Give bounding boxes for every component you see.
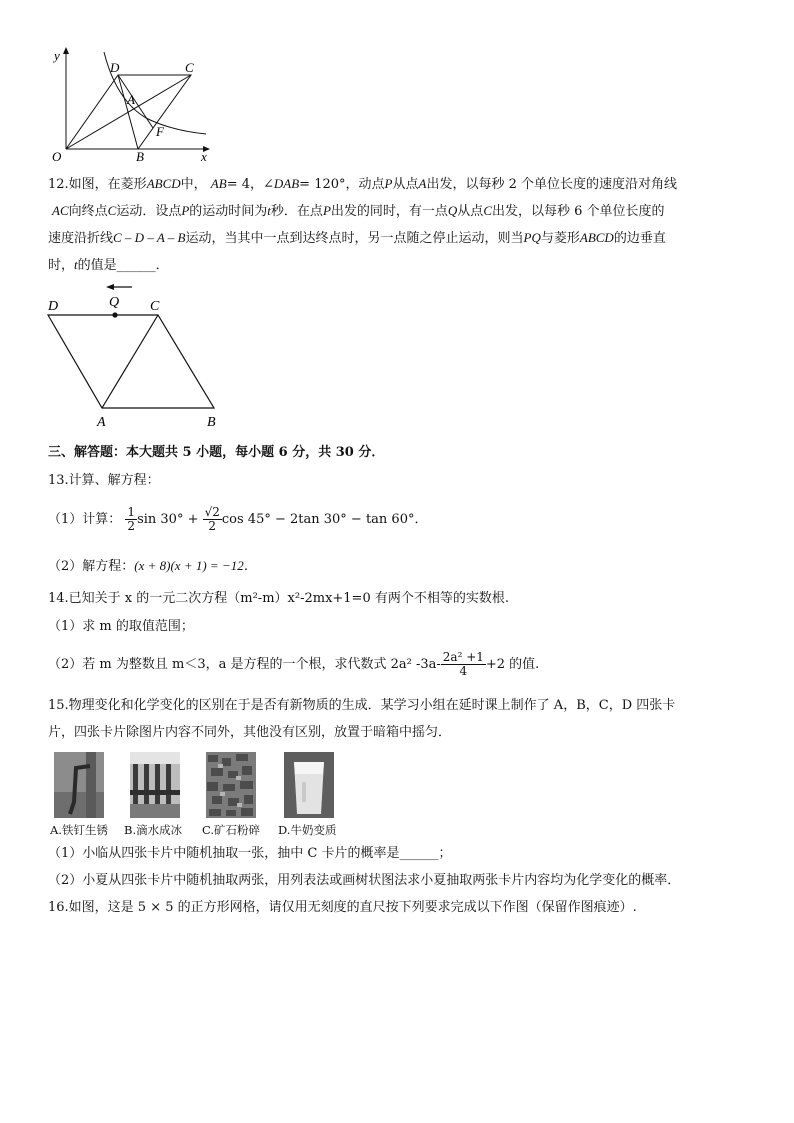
q12-line-1: 12.如图，在菱形ABCD中， AB= 4，∠DAB= 120°，动点P从点A出发，以每秒 2 个单位长度的速度沿对角线 bbox=[48, 176, 677, 192]
label-x: x bbox=[201, 149, 207, 164]
label-c: C bbox=[150, 299, 160, 314]
rhombus bbox=[48, 315, 214, 408]
coordinate-figure bbox=[46, 44, 216, 164]
q13-part-2: （2）解方程：(x + 8)(x + 1) = −12． bbox=[48, 558, 257, 574]
fraction-one-half: $\frac{1}{2}$ bbox=[127, 505, 136, 533]
label-o: O bbox=[52, 149, 62, 164]
label-q: Q bbox=[109, 295, 120, 310]
q15-part-2: （2）小夏从四张卡片中随机抽取两张，用列表法或画树状图法求小夏抽取两张卡片内容均为化学变化的概率． bbox=[48, 873, 681, 888]
q12-line-4: 时，t的值是______． bbox=[48, 257, 169, 273]
y-axis-arrow bbox=[63, 47, 69, 54]
q15-line-1: 15.物理变化和化学变化的区别在于是否有新物质的生成．某学习小组在延时课上制作了 A，B，C，D 四张卡 bbox=[48, 698, 676, 713]
caption-d: D.牛奶变质 bbox=[278, 823, 337, 837]
photo-crushed-ore bbox=[206, 752, 256, 818]
caption-c: C.矿石粉碎 bbox=[202, 823, 261, 837]
photo-icicles bbox=[130, 752, 180, 818]
fraction-sqrt2-over-2: $\frac{√2}{2}$ bbox=[204, 505, 220, 533]
caption-b: B.滴水成冰 bbox=[124, 823, 183, 837]
label-c: C bbox=[185, 60, 194, 75]
q14-stem: 14.已知关于 x 的一元二次方程（m²-m）x²-2mx+1=0 有两个不相等的实数根. bbox=[48, 591, 509, 606]
q13-title: 13.计算、解方程： bbox=[48, 473, 160, 488]
photo-rusty-nail bbox=[54, 752, 104, 818]
answer-blank: ______ bbox=[116, 258, 156, 273]
label-a: A bbox=[127, 92, 135, 107]
fraction-expression: $\frac{\text{2a² +1}}{4}$ bbox=[442, 650, 484, 678]
label-f: F bbox=[156, 124, 164, 139]
label-b: B bbox=[207, 415, 216, 430]
photo-spoiled-milk bbox=[284, 752, 334, 818]
section-heading: 三、解答题：本大题共 5 小题，每小题 6 分，共 30 分． bbox=[48, 445, 385, 460]
point-q bbox=[112, 312, 117, 317]
label-d: D bbox=[110, 60, 120, 75]
q14-part-1: （1）求 m 的取值范围； bbox=[48, 619, 194, 634]
segment-d-f bbox=[118, 75, 153, 128]
q13-part-1: （1）计算： $\frac{1}{2}$ sin 30° + $\frac{√2}{2}$ cos 45° − 2tan 30° − tan 60°． bbox=[48, 505, 428, 533]
diagonal-db bbox=[118, 75, 138, 149]
q12-line-2: AC向终点C运动．设点P的运动时间为t秒．在点P出发的同时，有一点Q从点C出发，以每秒 6 个单位长度的 bbox=[52, 203, 665, 219]
label-b: B bbox=[136, 149, 144, 164]
q12-line-3: 速度沿折线C – D – A – B运动，当其中一点到达终点时，另一点随之停止运动，则当PQ与菱形ABCD的边垂直 bbox=[48, 230, 666, 246]
answer-blank: ______ bbox=[399, 846, 439, 861]
label-d: D bbox=[48, 299, 59, 314]
q16-stem: 16.如图，这是 5 × 5 的正方形网格，请仅用无刻度的直尺按下列要求完成以下作图（保留作图痕迹）. bbox=[48, 900, 637, 915]
diagonal-ac bbox=[102, 315, 158, 408]
q15-part-1: （1）小临从四张卡片中随机抽取一张，抽中 C 卡片的概率是______； bbox=[48, 846, 452, 861]
q15-line-2: 片，四张卡片除图片内容不同外，其他没有区别，放置于暗箱中摇匀． bbox=[48, 725, 452, 740]
label-a: A bbox=[97, 415, 106, 430]
caption-a: A.铁钉生锈 bbox=[50, 823, 108, 837]
direction-arrow-head bbox=[106, 284, 114, 290]
label-y: y bbox=[54, 48, 60, 63]
rhombus-figure bbox=[42, 280, 232, 430]
q14-part-2: （2）若 m 为整数且 m＜3，a 是方程的一个根，求代数式 2a² -3a- $\frac{\text{2a² +1}}{4}$ +2 的值. bbox=[48, 650, 540, 678]
